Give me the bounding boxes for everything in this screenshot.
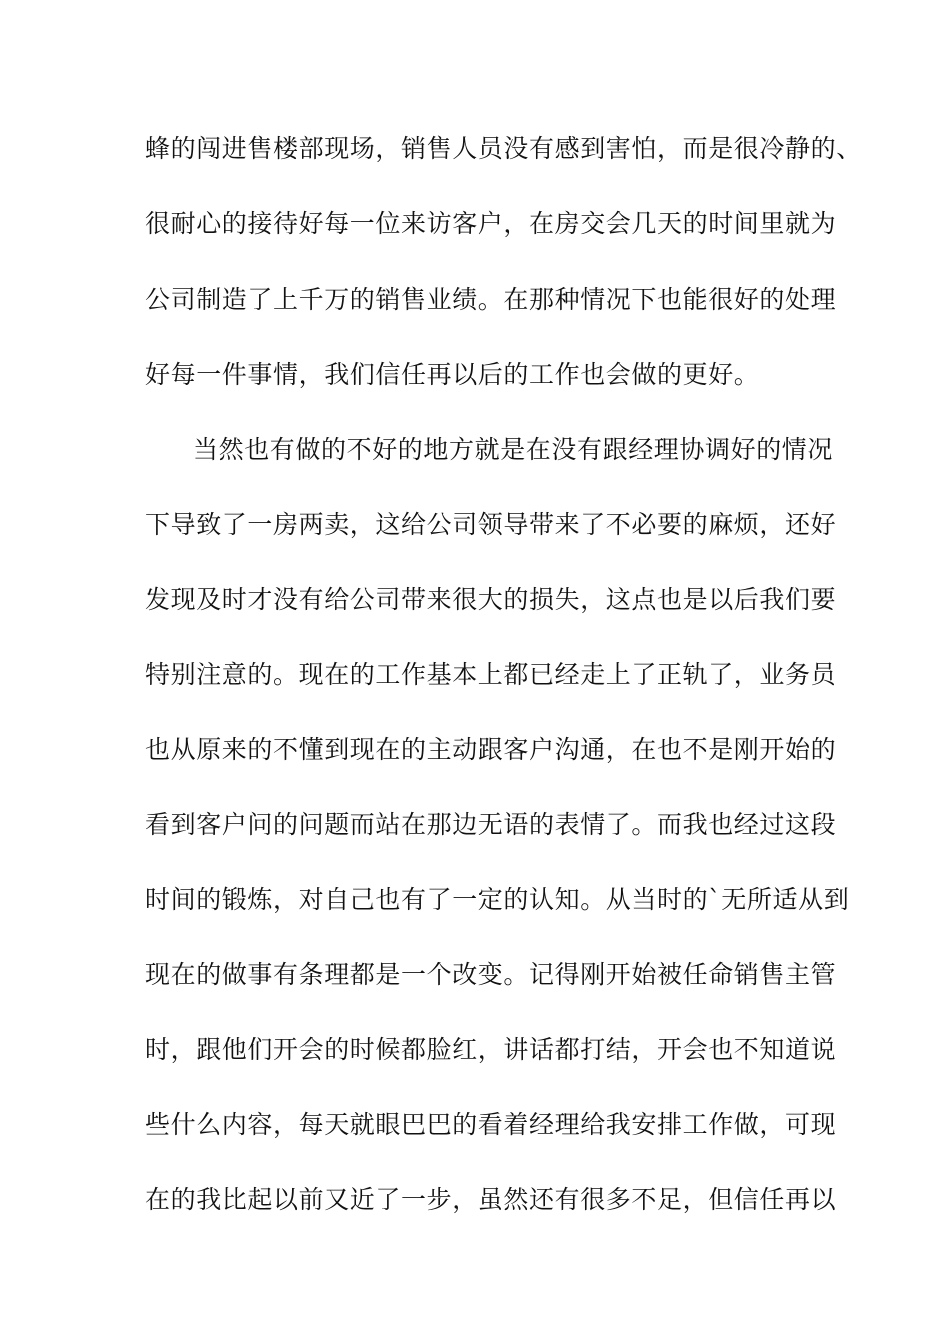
text-line: 发现及时才没有给公司带来很大的损失，这点也是以后我们要 xyxy=(145,585,837,614)
text-line: 也从原来的不懂到现在的主动跟客户沟通，在也不是刚开始的 xyxy=(145,735,837,764)
text-line: 很耐心的接待好每一位来访客户，在房交会几天的时间里就为 xyxy=(145,209,837,238)
text-line: 看到客户问的问题而站在那边无语的表情了。而我也经过这段 xyxy=(145,810,837,839)
text-line: 时间的锻炼，对自己也有了一定的认知。从当时的`无所适从到 xyxy=(145,885,850,914)
text-line: 些什么内容，每天就眼巴巴的看着经理给我安排工作做，可现 xyxy=(145,1110,837,1139)
text-line: 下导致了一房两卖，这给公司领导带来了不必要的麻烦，还好 xyxy=(145,510,837,539)
text-line: 特别注意的。现在的工作基本上都已经走上了正轨了，业务员 xyxy=(145,660,837,689)
text-line: 蜂的闯进售楼部现场，销售人员没有感到害怕，而是很冷静的、 xyxy=(145,134,862,163)
text-line: 公司制造了上千万的销售业绩。在那种情况下也能很好的处理 xyxy=(145,285,837,314)
text-line: 好每一件事情，我们信任再以后的工作也会做的更好。 xyxy=(145,360,760,389)
paragraph-first-line: 当然也有做的不好的地方就是在没有跟经理协调好的情况 xyxy=(193,435,834,464)
text-line: 现在的做事有条理都是一个改变。记得刚开始被任命销售主管 xyxy=(145,960,837,989)
text-line: 时，跟他们开会的时候都脸红，讲话都打结，开会也不知道说 xyxy=(145,1035,837,1064)
text-line: 在的我比起以前又近了一步，虽然还有很多不足，但信任再以 xyxy=(145,1185,837,1214)
